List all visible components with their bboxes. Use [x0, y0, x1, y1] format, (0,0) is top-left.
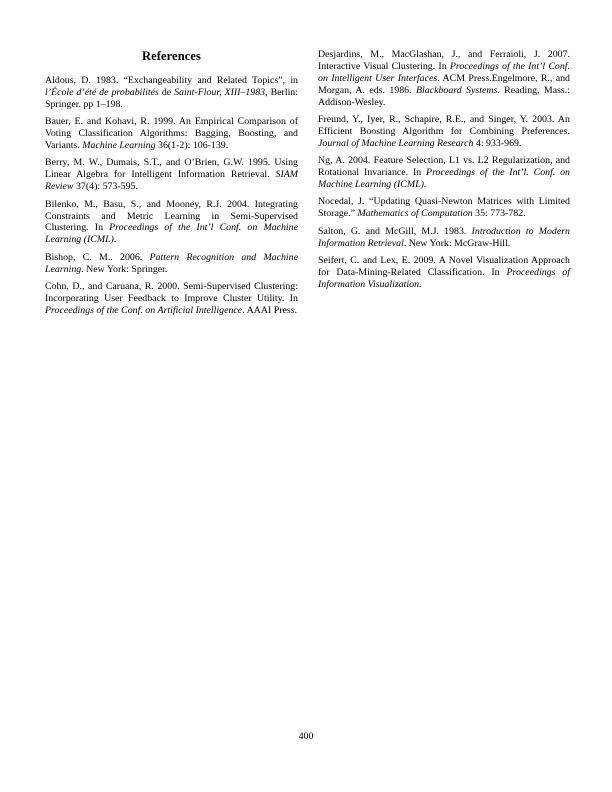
reference-text-segment: Introduction to Modern Information Retrieval	[318, 225, 570, 249]
reference-text-segment: Seifert, C. and Lex, E. 2009. A Novel Visualization Approach for Data-Mining-Related Classification. In	[318, 255, 570, 278]
reference-text-segment: Bishop, C. M.. 2006.	[45, 251, 150, 263]
reference-text-segment: Blackboard Systems	[415, 84, 498, 96]
reference-text-segment: Mathematics of Computation	[357, 208, 473, 220]
reference-text-segment: , Berlin: Springer. pp 1–198.	[45, 86, 298, 110]
references-list-left	[45, 75, 298, 317]
reference-text-segment: Proceedings of Information Visualization	[318, 267, 570, 290]
reference-text-segment: Bauer, E. and Kohavi, R. 1999. An Empirical Comparison of Voting Classification Algorithms: Bagging, Boosting, and Variants.	[45, 116, 298, 152]
reference-entry	[45, 252, 298, 276]
reference-entry	[318, 49, 570, 109]
reference-text-segment: l’École d’été de probabilités	[45, 86, 159, 98]
reference-text-segment: Saint-Flour, XIII–1983	[174, 86, 266, 98]
reference-entry	[318, 155, 570, 191]
reference-text-segment: 37(4): 573-595.	[73, 181, 138, 193]
references-list-right	[318, 49, 570, 291]
reference-text-segment: Aldous, D. 1983. “Exchangeability and Related Topics”, in	[45, 75, 298, 86]
reference-text-segment: Proceedings of the Int’l Conf. on Intelligent User Interfaces	[318, 60, 570, 84]
reference-text-segment: 36(1-2): 106-139.	[155, 140, 229, 152]
reference-entry	[45, 75, 298, 111]
reference-text-segment: Journal of Machine Learning Research	[318, 137, 474, 149]
reference-text-segment: . Reading, Mass.: Addison-Wesley.	[318, 84, 570, 108]
reference-entry	[318, 226, 570, 250]
reference-text-segment: Bilenko, M., Basu, S., and Mooney, R.J. 2004. Integrating Constraints and Metric Learning in Semi-Supervised Clustering. In	[45, 198, 298, 234]
reference-text-segment: Proceedings of the Int’l Conf. on Machine Learning (ICML)	[45, 222, 298, 246]
reference-entry	[45, 116, 298, 152]
reference-text-segment: Ng, A. 2004. Feature Selection, L1 vs. L2 Regularization, and Rotational Invariance. In	[318, 155, 570, 179]
reference-text-segment: . AAAI Press.	[242, 304, 298, 316]
reference-entry	[45, 157, 298, 193]
reference-text-segment: Desjardins, M., MacGlashan, J., and Ferraioli, J. 2007. Interactive Visual Clustering. In	[318, 49, 570, 72]
reference-text-segment: . ACM Press.Engelmore, R., and Morgan, A. eds. 1986.	[318, 72, 570, 96]
reference-text-segment: Cohn, D., and Caruana, R. 2000. Semi-Supervised Clustering: Incorporating User Feedback to Improve Cluster Utility. In	[45, 281, 298, 304]
reference-text-segment: SIAM Review	[45, 169, 298, 193]
reference-text-segment: . New York: McGraw-Hill.	[403, 237, 511, 249]
reference-text-segment: Berry, M. W., Dumais, S.T., and O’Brien, G.W. 1995. Using Linear Algebra for Intelligent Information Retrieval.	[45, 157, 298, 181]
reference-text-segment: .	[423, 179, 427, 191]
page-number: 400	[298, 731, 314, 742]
reference-text-segment: Salton, G. and McGill, M.J. 1983.	[318, 225, 472, 237]
reference-entry	[45, 281, 298, 317]
reference-text-segment: Nocedal, J. “Updating Quasi-Newton Matrices with Limited Storage.”	[318, 196, 570, 220]
reference-text-segment: Proceedings of the Conf. on Artificial Intelligence	[45, 304, 243, 316]
references-column-left	[45, 45, 298, 322]
reference-entry	[318, 196, 570, 220]
references-heading: References	[141, 49, 202, 63]
reference-entry	[318, 255, 570, 291]
reference-text-segment: Freund, Y., Iyer, R., Schapire, R.E., and Singer, Y. 2003. An Efficient Boosting Algorithm for Combining Preferences.	[318, 114, 570, 137]
reference-text-segment: . New York: Springer.	[81, 263, 168, 275]
reference-text-segment: Proceedings of the Int’l. Conf. on Machine Learning (ICML)	[318, 167, 570, 191]
reference-entry	[318, 114, 570, 150]
reference-entry	[45, 199, 298, 247]
reference-text-segment: Pattern Recognition and Machine Learning	[45, 251, 298, 275]
reference-text-segment: 35: 773-782.	[472, 208, 526, 220]
reference-text-segment: 4: 933-969.	[473, 137, 522, 149]
reference-text-segment: Machine Learning	[82, 140, 156, 152]
reference-text-segment: .	[419, 278, 422, 290]
reference-text-segment: .	[113, 234, 117, 246]
references-column-right	[318, 49, 570, 296]
reference-text-segment: de	[158, 86, 175, 98]
